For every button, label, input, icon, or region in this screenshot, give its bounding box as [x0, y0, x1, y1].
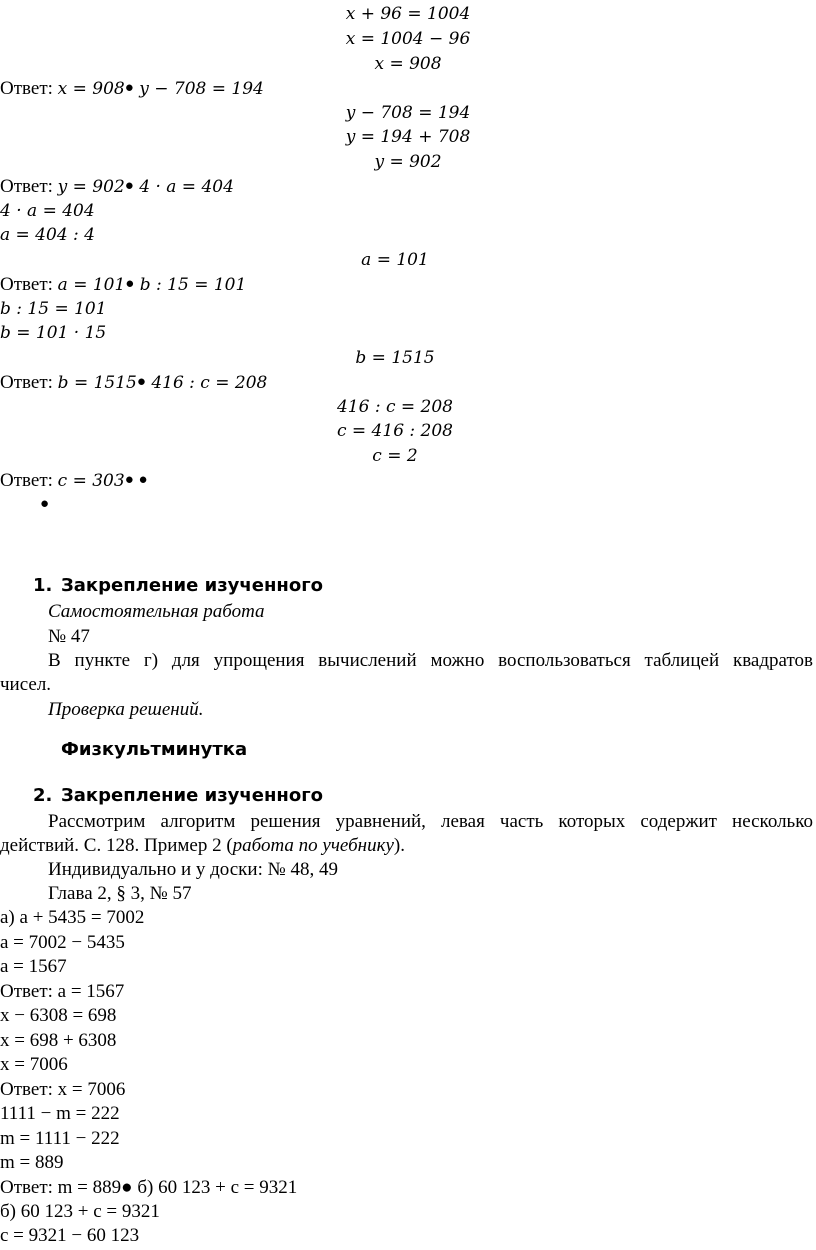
equation-y-3: y = 902 [374, 152, 442, 172]
solution-line: x = 698 + 6308 [0, 1030, 117, 1051]
answer-label: Ответ: [0, 274, 58, 295]
answer-x-line [0, 76, 264, 100]
equation-a-3: a = 101 [361, 250, 429, 270]
section-1-subtitle: Самостоятельная работа [48, 601, 265, 622]
answer-value: b = 1515 [57, 373, 137, 393]
section-number: 2. [33, 785, 53, 806]
chapter-reference: Глава 2, § 3, № 57 [48, 883, 192, 904]
answer-label: Ответ: [0, 176, 58, 197]
solution-line: c = 9321 − 60 123 [0, 1225, 140, 1246]
answer-value: x = 908 [57, 79, 125, 99]
equation-a-1: 4 · a = 404 [0, 201, 95, 221]
solution-line: a = 1567 [0, 956, 67, 977]
paragraph-line-2 [0, 834, 405, 858]
bullet-icon: ● [124, 472, 134, 488]
answer-label: Ответ: [0, 78, 58, 99]
answer-y-line [0, 174, 234, 198]
answer-next-equation: b : 15 = 101 [134, 275, 247, 295]
solution-line: Ответ: m = 889● б) 60 123 + c = 9321 [0, 1177, 298, 1198]
section-1-heading [33, 574, 323, 598]
check-solutions: Проверка решений. [48, 699, 204, 720]
physminute-heading: Физкультминутка [61, 739, 248, 760]
equation-b-1: b : 15 = 101 [0, 299, 107, 319]
solution-line: а) a + 5435 = 7002 [0, 907, 145, 928]
section-title: Закрепление изученного [61, 575, 323, 596]
section-2-heading [33, 784, 323, 808]
stray-bullet [40, 492, 49, 516]
solution-line: a = 7002 − 5435 [0, 932, 125, 953]
equation-x-1: x + 96 = 1004 [345, 4, 471, 24]
equation-c-3: c = 2 [372, 446, 418, 466]
equation-c-2: c = 416 : 208 [336, 421, 453, 441]
solution-line: x = 7006 [0, 1054, 68, 1075]
equation-a-2: a = 404 : 4 [0, 225, 95, 245]
solution-line: x − 6308 = 698 [0, 1005, 117, 1026]
equation-b-3: b = 1515 [355, 348, 435, 368]
bullet-icon: ● [125, 276, 135, 292]
equation-y-1: y − 708 = 194 [345, 103, 471, 123]
equation-x-2: x = 1004 − 96 [345, 29, 471, 49]
note-line-1: В пункте г) для упрощения вычислений можно воспользоваться таблицей квадратов [48, 650, 813, 671]
solution-line: 1111 − m = 222 [0, 1103, 120, 1124]
text-part: ). [393, 835, 405, 856]
solution-line: б) 60 123 + c = 9321 [0, 1201, 160, 1222]
answer-next-equation: 4 · a = 404 [133, 177, 234, 197]
solution-line: m = 889 [0, 1152, 64, 1173]
task-number: № 47 [48, 626, 90, 647]
equation-x-3: x = 908 [374, 54, 442, 74]
answer-b-line [0, 370, 267, 394]
solution-line: m = 1111 − 222 [0, 1128, 120, 1149]
answer-value: c = 303 [57, 471, 125, 491]
answer-a-line [0, 272, 246, 296]
equation-b-2: b = 101 · 15 [0, 323, 107, 343]
answer-next-equation: 416 : c = 208 [145, 373, 268, 393]
equation-y-2: y = 194 + 708 [345, 127, 471, 147]
paragraph-line-1: Рассмотрим алгоритм решения уравнений, левая часть которых содержит несколько [48, 811, 813, 832]
bullet-icon: ● [124, 80, 134, 96]
bullet-icon: ● [124, 178, 134, 194]
answer-label: Ответ: [0, 372, 58, 393]
answer-next-equation: y − 708 = 194 [133, 79, 264, 99]
bullet-icon: ● [40, 496, 50, 512]
note-line-2: чисел. [0, 674, 52, 695]
answer-label: Ответ: [0, 470, 58, 491]
textbook-reference: работа по учебнику [232, 835, 394, 856]
bullet-icon: ● [136, 374, 146, 390]
solution-line: Ответ: a = 1567 [0, 981, 125, 1002]
section-number: 1. [33, 575, 53, 596]
answer-value: y = 902 [57, 177, 125, 197]
bullet-icon: ● [138, 472, 148, 488]
section-title: Закрепление изученного [61, 785, 323, 806]
solution-line: Ответ: x = 7006 [0, 1079, 126, 1100]
equation-c-1: 416 : c = 208 [336, 397, 453, 417]
individual-tasks: Индивидуально и у доски: № 48, 49 [48, 859, 338, 880]
text-part: действий. С. 128. Пример 2 ( [0, 835, 233, 856]
answer-value: a = 101 [57, 275, 126, 295]
answer-c-line [0, 468, 148, 492]
